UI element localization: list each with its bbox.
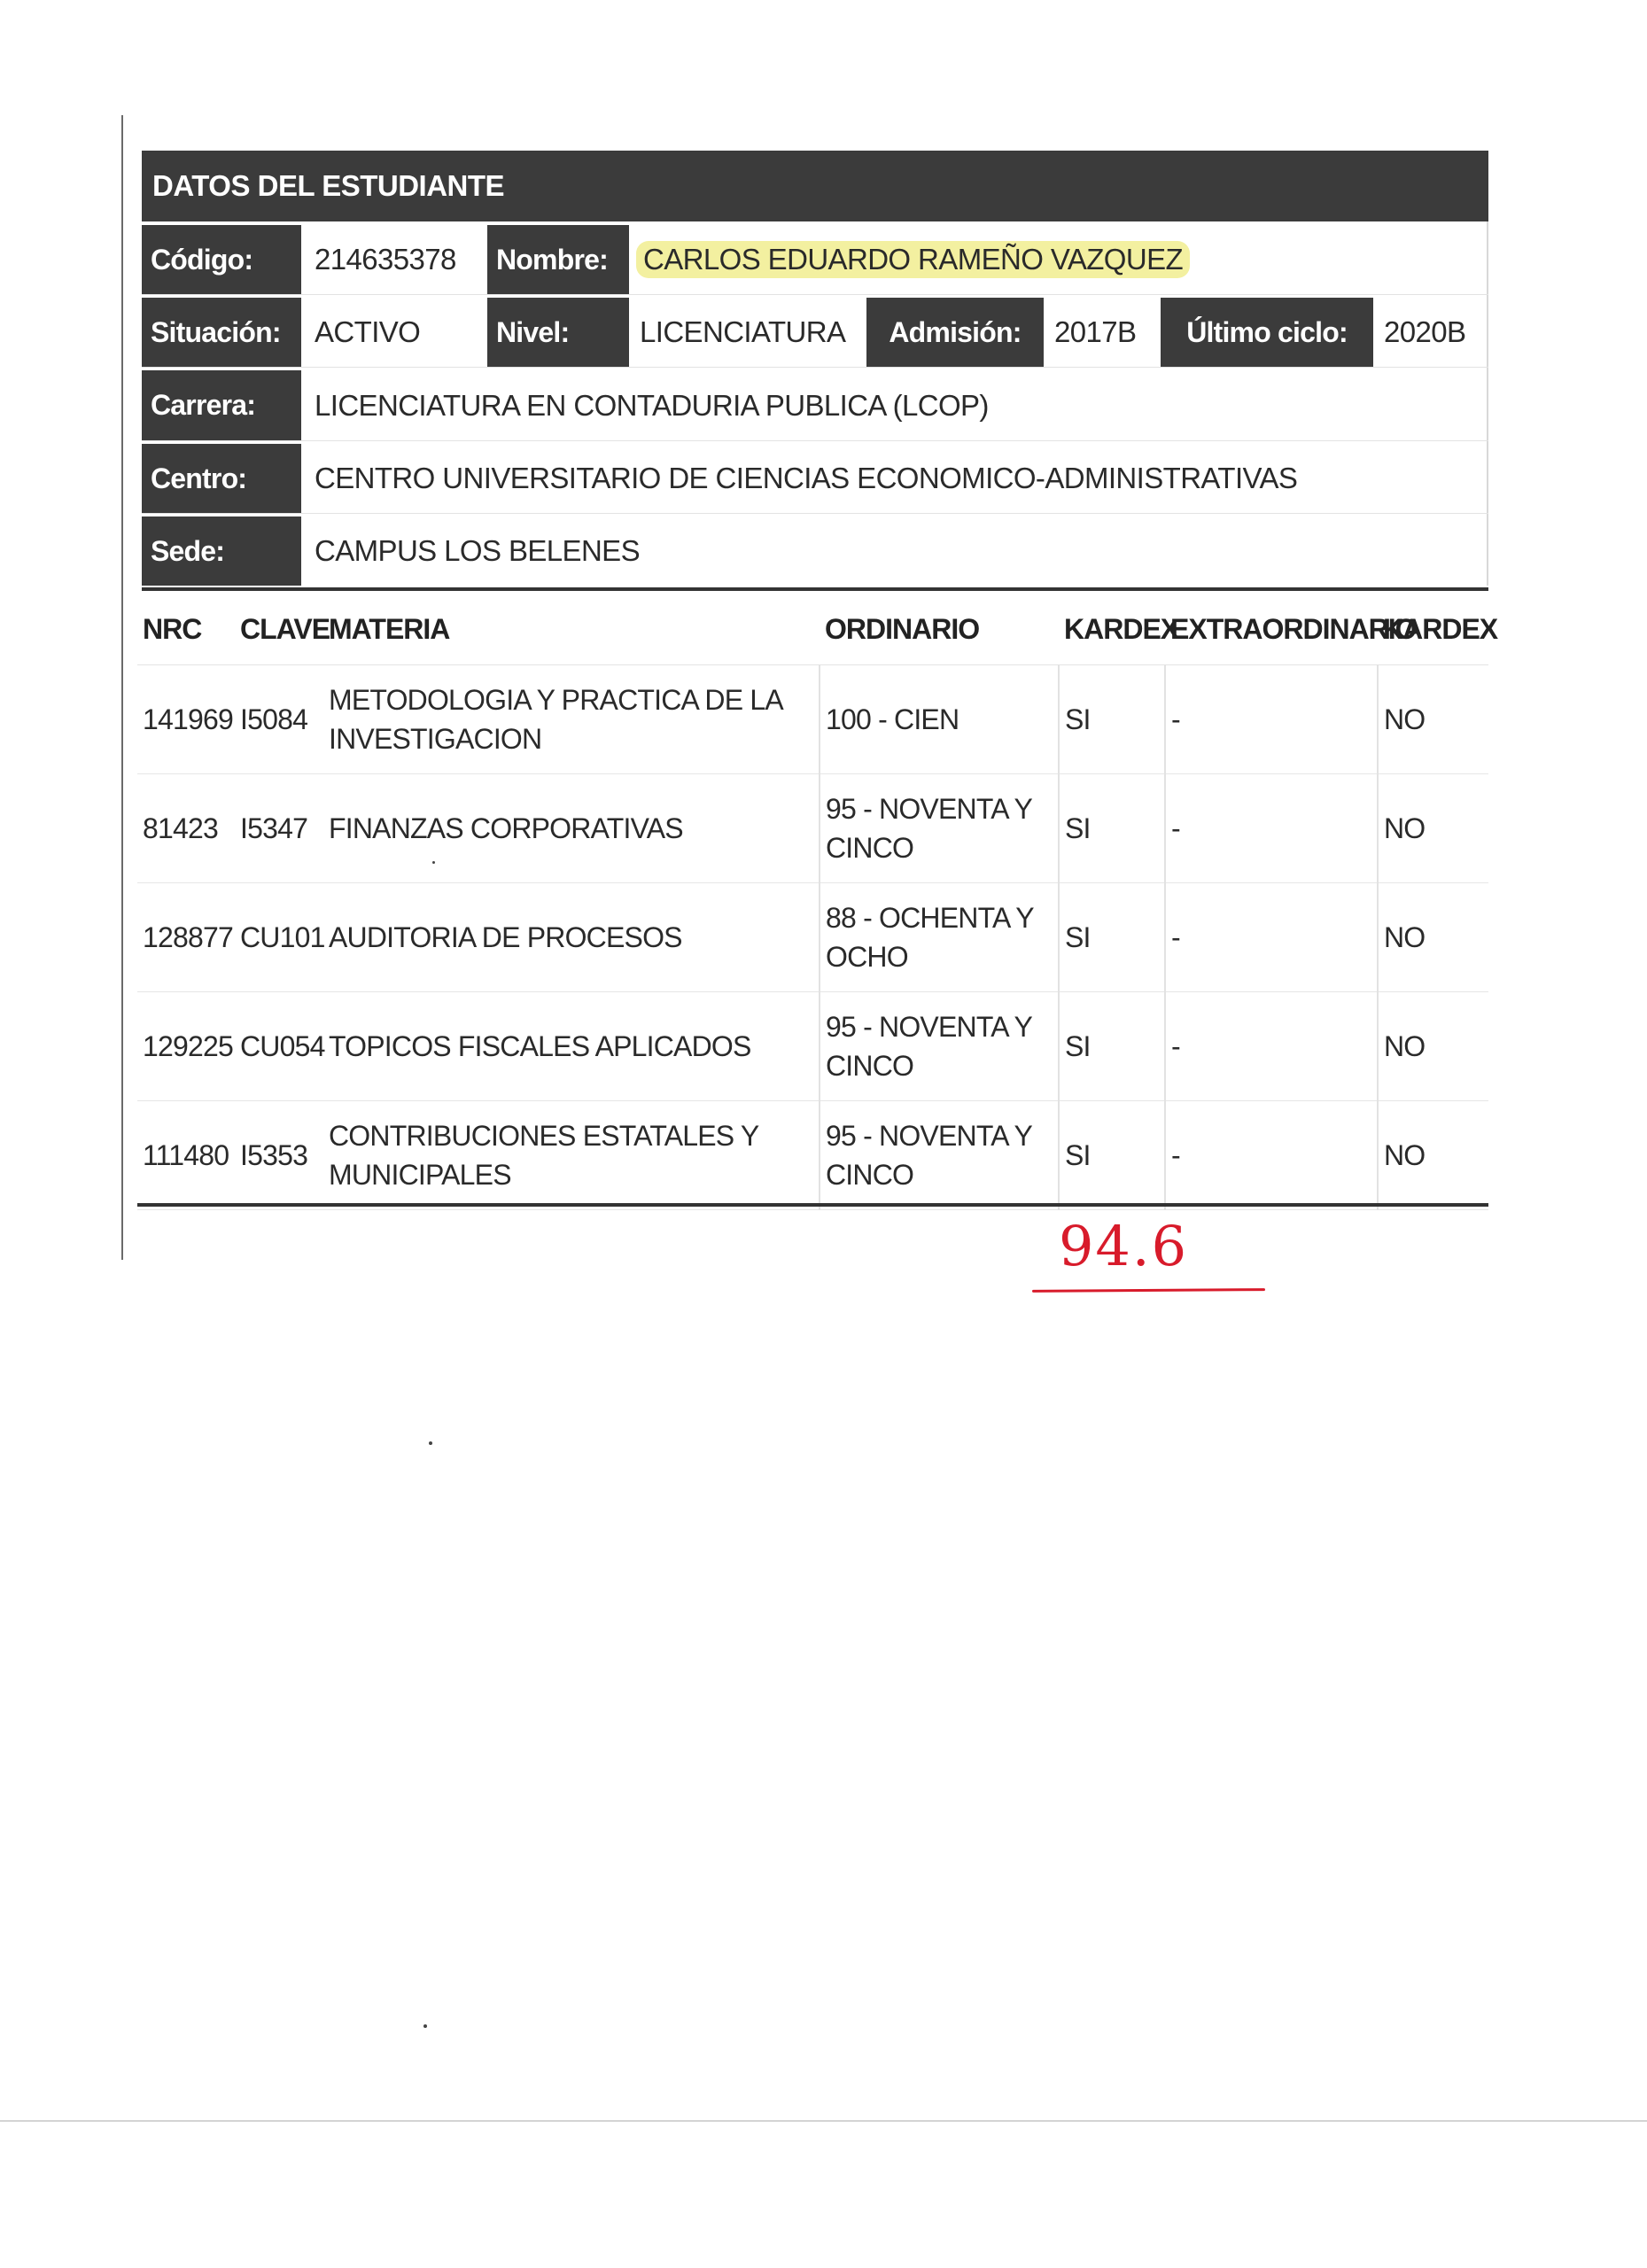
row-divider <box>142 294 1488 295</box>
cell-extraordinario: - <box>1165 1101 1378 1210</box>
nombre-label: Nombre: <box>487 225 629 294</box>
sede-value: CAMPUS LOS BELENES <box>315 534 640 567</box>
row-divider <box>142 440 1488 441</box>
nivel-value: LICENCIATURA <box>640 315 846 348</box>
cell-materia: FINANZAS CORPORATIVAS <box>323 774 820 883</box>
cell-nrc: 128877 <box>137 883 235 992</box>
cell-clave: CU054 <box>235 992 323 1101</box>
col-header-ordinario: ORDINARIO <box>820 594 1059 665</box>
nombre-value-text: CARLOS EDUARDO RAMEÑO VAZQUEZ <box>636 241 1190 278</box>
grades-table <box>137 594 1498 1210</box>
cell-kardex: SI <box>1059 774 1165 883</box>
cell-materia: TOPICOS FISCALES APLICADOS <box>323 992 820 1101</box>
situacion-label: Situación: <box>142 298 301 367</box>
centro-label: Centro: <box>142 444 301 513</box>
cell-kardex: SI <box>1059 883 1165 992</box>
col-header-clave: CLAVE <box>235 594 323 665</box>
cell-clave: CU101 <box>235 883 323 992</box>
col-header-nrc: NRC <box>137 594 235 665</box>
cell-kardex-2: NO <box>1378 1101 1488 1210</box>
admision-value: 2017B <box>1054 315 1137 348</box>
table-header-row <box>137 594 1488 665</box>
cell-nrc: 129225 <box>137 992 235 1101</box>
cell-ordinario: 88 - OCHENTA Y OCHO <box>820 883 1059 992</box>
table-row <box>137 992 1488 1101</box>
cell-clave: I5347 <box>235 774 323 883</box>
carrera-value: LICENCIATURA EN CONTADURIA PUBLICA (LCOP) <box>315 388 989 422</box>
cell-clave: I5353 <box>235 1101 323 1210</box>
table-bottom-rule <box>137 1203 1488 1207</box>
cell-ordinario: 95 - NOVENTA Y CINCO <box>820 1101 1059 1210</box>
cell-kardex-2: NO <box>1378 883 1488 992</box>
ultimo-ciclo-label: Último ciclo: <box>1161 298 1373 367</box>
cell-kardex: SI <box>1059 665 1165 774</box>
table-row <box>137 774 1488 883</box>
col-header-kardex-2: KARDEX <box>1378 594 1488 665</box>
situacion-value: ACTIVO <box>315 315 421 348</box>
handwritten-underline <box>1032 1288 1265 1293</box>
scan-speck <box>423 2024 427 2028</box>
codigo-label: Código: <box>142 225 301 294</box>
carrera-label: Carrera: <box>142 370 301 440</box>
col-header-materia: MATERIA <box>323 594 820 665</box>
section-divider <box>142 587 1488 591</box>
cell-ordinario: 100 - CIEN <box>820 665 1059 774</box>
cell-extraordinario: - <box>1165 883 1378 992</box>
scan-bottom-line <box>0 2120 1647 2122</box>
cell-materia: CONTRIBUCIONES ESTATALES Y MUNICIPALES <box>323 1101 820 1210</box>
cell-kardex-2: NO <box>1378 992 1488 1101</box>
panel-title: DATOS DEL ESTUDIANTE <box>142 151 1488 221</box>
table-row <box>137 665 1488 774</box>
ultimo-ciclo-value: 2020B <box>1384 315 1466 348</box>
codigo-value: 214635378 <box>315 243 456 276</box>
cell-extraordinario: - <box>1165 665 1378 774</box>
cell-ordinario: 95 - NOVENTA Y CINCO <box>820 774 1059 883</box>
col-header-kardex: KARDEX <box>1059 594 1165 665</box>
student-data-panel <box>142 151 1488 586</box>
sede-label: Sede: <box>142 517 301 586</box>
cell-kardex: SI <box>1059 992 1165 1101</box>
cell-nrc: 81423 <box>137 774 235 883</box>
nivel-label: Nivel: <box>487 298 629 367</box>
cell-extraordinario: - <box>1165 992 1378 1101</box>
cell-nrc: 141969 <box>137 665 235 774</box>
row-divider <box>142 513 1488 514</box>
col-header-extraordinario: EXTRAORDINARIO <box>1165 594 1378 665</box>
cell-nrc: 111480 <box>137 1101 235 1210</box>
cell-kardex: SI <box>1059 1101 1165 1210</box>
handwritten-average: 94.6 <box>1058 1214 1189 1278</box>
cell-extraordinario: - <box>1165 774 1378 883</box>
student-info-grid <box>142 221 1488 586</box>
admision-label: Admisión: <box>866 298 1044 367</box>
cell-materia: METODOLOGIA Y PRACTICA DE LA INVESTIGACION <box>323 665 820 774</box>
nombre-value <box>636 225 1190 294</box>
cell-ordinario: 95 - NOVENTA Y CINCO <box>820 992 1059 1101</box>
cell-kardex-2: NO <box>1378 665 1488 774</box>
table-row <box>137 883 1488 992</box>
scan-edge-line <box>121 115 123 1260</box>
table-row <box>137 1101 1488 1210</box>
row-divider <box>142 367 1488 368</box>
cell-clave: I5084 <box>235 665 323 774</box>
cell-materia: AUDITORIA DE PROCESOS <box>323 883 820 992</box>
centro-value: CENTRO UNIVERSITARIO DE CIENCIAS ECONOMICO-ADMINISTRATIVAS <box>315 462 1298 494</box>
scan-speck <box>429 1441 432 1445</box>
cell-kardex-2: NO <box>1378 774 1488 883</box>
